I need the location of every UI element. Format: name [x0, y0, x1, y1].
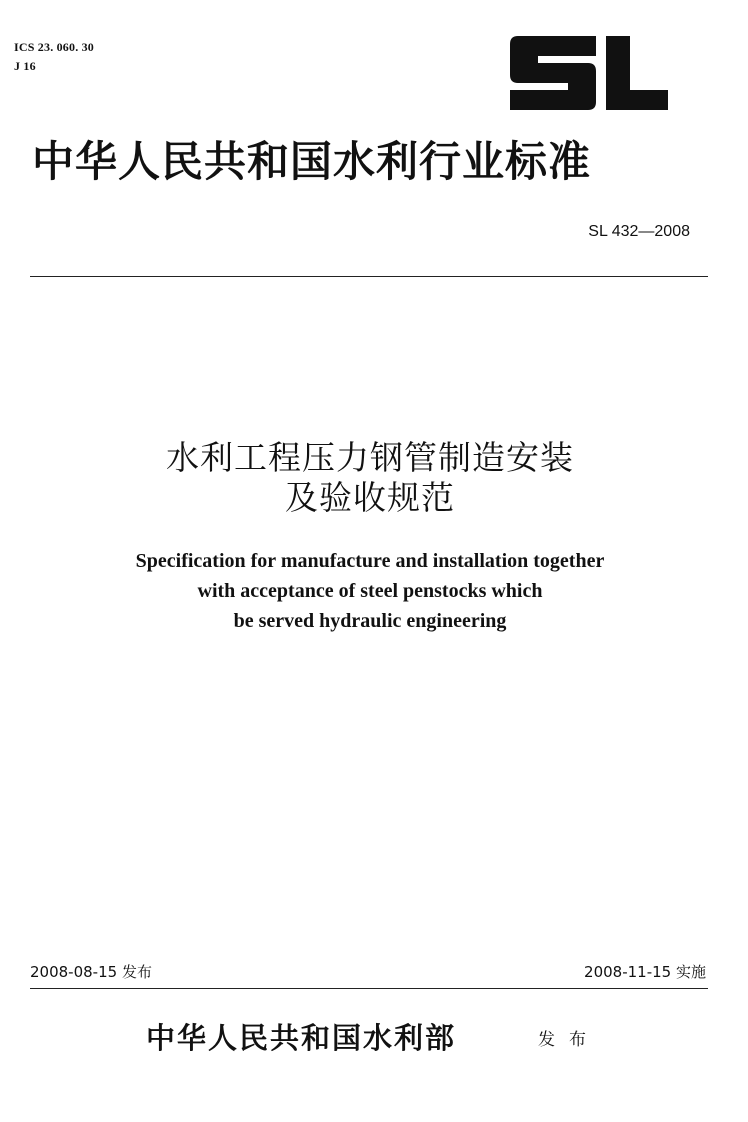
issue-date: 2008-08-15 发布: [30, 963, 152, 981]
publisher-name: 中华人民共和国水利部: [146, 1021, 457, 1055]
publish-label: 发布: [538, 1030, 600, 1050]
title-english-line1: Specification for manufacture and installation together: [135, 550, 605, 572]
implementation-date: 2008-11-15 实施: [584, 963, 706, 981]
ics-classification-block: [14, 38, 94, 76]
header-divider: [30, 276, 708, 277]
sl-logo-letter-l: [606, 36, 668, 110]
title-chinese-line1: 水利工程压力钢管制造安装: [166, 438, 574, 477]
sl-logo-letter-s: [510, 36, 596, 110]
standard-number: SL 432—2008: [588, 223, 690, 240]
title-chinese-line2: 及验收规范: [285, 478, 455, 517]
sl-logo: [508, 36, 670, 110]
footer-divider: [30, 988, 708, 989]
ics-code: ICS 23. 060. 30: [14, 40, 95, 54]
title-english-line3: be served hydraulic engineering: [233, 610, 507, 632]
organization-title: 中华人民共和国水利行业标准: [32, 137, 592, 186]
classification-code: J 16: [14, 59, 36, 73]
title-english-line2: with acceptance of steel penstocks which: [197, 580, 543, 602]
